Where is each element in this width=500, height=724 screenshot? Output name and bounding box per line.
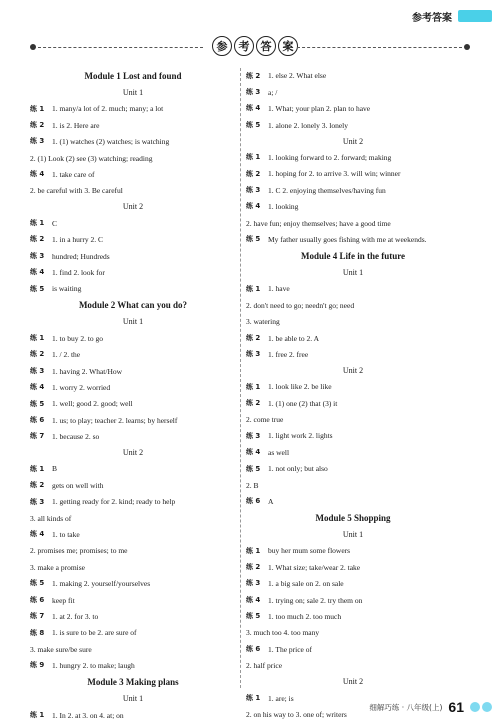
answer-text: 1. because 2. so xyxy=(52,432,100,442)
answer-row xyxy=(30,625,236,641)
answer-row xyxy=(246,625,460,641)
exercise-label: 练 4 xyxy=(30,383,45,392)
unit-heading: Unit 1 xyxy=(342,529,364,539)
banner-line-left xyxy=(38,47,203,48)
answer-text: 1. What; your plan 2. plan to have xyxy=(268,104,371,114)
exercise-label: 练 1 xyxy=(30,464,45,473)
exercise-label: 练 2 xyxy=(246,563,261,572)
answer-row xyxy=(30,510,236,526)
right-column xyxy=(246,68,460,723)
answer-row xyxy=(30,134,236,150)
answer-row xyxy=(30,379,236,395)
exercise-label: 练 2 xyxy=(30,121,45,130)
exercise-label: 练 2 xyxy=(246,333,261,342)
answer-text: buy her mum some flowers xyxy=(268,546,351,556)
answer-row xyxy=(30,641,236,657)
column-divider xyxy=(240,68,241,688)
answer-row xyxy=(246,559,460,575)
exercise-label: 练 7 xyxy=(30,432,45,441)
exercise-label: 练 1 xyxy=(30,333,45,342)
answer-text: 1. The price of xyxy=(268,644,313,654)
header-title: 参考答案 xyxy=(412,12,452,24)
unit-heading: Unit 2 xyxy=(342,677,364,687)
answer-text: 1. be able to 2. A xyxy=(268,333,320,343)
exercise-label: 练 5 xyxy=(246,612,261,621)
answer-text: 2. be careful with 3. Be careful xyxy=(30,186,123,196)
answer-row xyxy=(30,265,236,281)
answer-row xyxy=(246,379,460,395)
answer-row xyxy=(246,232,460,248)
answer-row xyxy=(30,396,236,412)
exercise-label: 练 3 xyxy=(246,88,261,97)
answer-text: 1. making 2. yourself/yourselves xyxy=(52,579,151,589)
exercise-label: 练 4 xyxy=(30,170,45,179)
unit-heading: Unit 2 xyxy=(122,202,144,212)
answer-text: 3. much too 4. too many xyxy=(246,628,320,638)
exercise-label: 练 2 xyxy=(30,235,45,244)
answer-row xyxy=(30,658,236,674)
answer-text: 2. come true xyxy=(246,415,284,425)
answer-text: 1. trying on; sale 2. try them on xyxy=(268,595,363,605)
answer-text: 1. have xyxy=(268,284,290,294)
answer-row xyxy=(30,183,236,199)
answer-text: 1. to take xyxy=(52,530,80,540)
exercise-label: 练 1 xyxy=(246,382,261,391)
exercise-label: 练 1 xyxy=(246,284,261,293)
answer-row xyxy=(30,543,236,559)
answer-row xyxy=(246,609,460,625)
answer-row xyxy=(246,428,460,444)
answer-text: 1. too much 2. too much xyxy=(268,611,342,621)
exercise-label: 练 5 xyxy=(30,399,45,408)
answer-text: 1. else 2. What else xyxy=(268,71,327,81)
left-column xyxy=(30,68,236,724)
answer-text: 2. on his way to 3. one of; writers xyxy=(246,709,347,719)
module-heading: Module 4 Life in the future xyxy=(300,250,406,261)
answer-text: 1. alone 2. lonely 3. lonely xyxy=(268,120,348,130)
answer-row xyxy=(30,592,236,608)
answer-row xyxy=(30,707,236,723)
answer-row xyxy=(246,215,460,231)
answer-text: 3. make a promise xyxy=(30,562,85,572)
answer-row xyxy=(30,559,236,575)
answer-text: a; / xyxy=(268,87,278,97)
exercise-label: 练 8 xyxy=(30,628,45,637)
exercise-label: 练 3 xyxy=(30,137,45,146)
answer-text: 1. looking forward to 2. forward; making xyxy=(268,153,392,162)
page-footer xyxy=(369,699,492,715)
answer-row xyxy=(30,609,236,625)
exercise-label: 练 3 xyxy=(246,186,261,195)
unit-heading: Unit 2 xyxy=(342,365,364,375)
answer-text: 2. have fun; enjoy themselves; have a good time xyxy=(246,218,391,228)
answer-text: 1. C 2. enjoying themselves/having fun xyxy=(268,185,386,195)
exercise-label: 练 3 xyxy=(246,579,261,588)
answer-row xyxy=(246,182,460,198)
exercise-label: 练 5 xyxy=(30,284,45,293)
banner-char: 案 xyxy=(278,36,298,56)
module-heading: Module 1 Lost and found xyxy=(84,71,182,81)
exercise-label: 练 4 xyxy=(30,268,45,277)
answer-text: 1. is sure to be 2. are sure of xyxy=(52,628,137,638)
exercise-label: 练 3 xyxy=(246,350,261,359)
answer-row xyxy=(246,101,460,117)
module-heading: Module 5 Shopping xyxy=(315,512,391,523)
answer-row xyxy=(30,248,236,264)
answer-text: 1. are; is xyxy=(268,693,294,703)
banner-dot-right xyxy=(464,44,470,50)
answer-row xyxy=(246,412,460,428)
answer-row xyxy=(30,101,236,117)
answer-row xyxy=(30,363,236,379)
answer-text: 2. B xyxy=(246,480,259,490)
exercise-label: 练 9 xyxy=(30,661,45,670)
footer-decoration xyxy=(470,702,492,712)
answer-text: as well xyxy=(268,447,290,457)
answer-text: 1. free 2. free xyxy=(268,349,309,359)
answer-row xyxy=(246,314,460,330)
answer-row xyxy=(246,477,460,493)
banner-dot-left xyxy=(30,44,36,50)
answer-text: hundred; Hundreds xyxy=(52,251,110,261)
exercise-label: 练 2 xyxy=(30,481,45,490)
answer-row xyxy=(246,658,460,674)
answer-text: B xyxy=(52,464,58,474)
answer-text: 1. not only; but also xyxy=(268,464,328,474)
exercise-label: 练 1 xyxy=(30,710,45,719)
exercise-label: 练 6 xyxy=(246,497,261,506)
exercise-label: 练 2 xyxy=(30,350,45,359)
answer-row xyxy=(30,527,236,543)
exercise-label: 练 4 xyxy=(246,202,261,211)
answer-row xyxy=(246,150,460,166)
answer-row xyxy=(246,166,460,182)
answer-text: 3. all kinds of xyxy=(30,513,72,523)
answer-text: 2. promises me; promises; to me xyxy=(30,546,128,556)
answer-text: 1. looking xyxy=(268,202,299,212)
answer-row xyxy=(246,461,460,477)
answer-row xyxy=(246,543,460,559)
footer-brand: 细解巧练 · 八年级(上) xyxy=(369,702,443,712)
answer-text: 1. find 2. look for xyxy=(52,267,105,277)
exercise-label: 练 2 xyxy=(246,398,261,407)
footer-dot xyxy=(470,702,480,712)
banner-title xyxy=(212,36,298,56)
answer-row xyxy=(30,150,236,166)
exercise-label: 练 5 xyxy=(246,120,261,129)
answer-text: 1. to buy 2. to go xyxy=(52,333,104,343)
banner-line-right xyxy=(297,47,462,48)
answer-text: 1. well; good 2. good; well xyxy=(52,399,133,409)
exercise-label: 练 1 xyxy=(30,104,45,113)
answer-row xyxy=(246,641,460,657)
answer-text: 1. in a hurry 2. C xyxy=(52,235,104,245)
exercise-label: 练 6 xyxy=(30,595,45,604)
answer-row xyxy=(246,84,460,100)
exercise-label: 练 1 xyxy=(246,693,261,702)
banner-char: 参 xyxy=(212,36,232,56)
answer-row xyxy=(246,117,460,133)
answer-row xyxy=(30,477,236,493)
exercise-label: 练 5 xyxy=(246,464,261,473)
answer-text: 1. getting ready for 2. kind; ready to help xyxy=(52,497,176,507)
answer-row xyxy=(30,167,236,183)
exercise-label: 练 4 xyxy=(246,104,261,113)
answer-text: 1. (1) one (2) that (3) it xyxy=(268,398,338,408)
exercise-label: 练 5 xyxy=(30,579,45,588)
answer-text: keep fit xyxy=(52,595,75,605)
answer-row xyxy=(246,395,460,411)
exercise-label: 练 5 xyxy=(246,235,261,244)
answer-text: 1. light work 2. lights xyxy=(268,431,333,441)
unit-heading: Unit 1 xyxy=(122,317,144,327)
answer-row xyxy=(246,68,460,84)
answer-text: My father usually goes fishing with me at weekends. xyxy=(268,234,427,244)
exercise-label: 练 4 xyxy=(30,530,45,539)
exercise-label: 练 2 xyxy=(246,169,261,178)
answer-text: C xyxy=(52,218,58,228)
answer-row xyxy=(30,429,236,445)
answer-row xyxy=(30,232,236,248)
answer-text: 1. (1) watches (2) watches; is watching xyxy=(52,137,170,147)
answer-text: 1. at 2. for 3. to xyxy=(52,611,99,621)
answer-row xyxy=(246,592,460,608)
answer-key-banner xyxy=(30,36,470,58)
exercise-label: 练 3 xyxy=(246,431,261,440)
banner-char: 考 xyxy=(234,36,254,56)
unit-heading: Unit 1 xyxy=(342,267,364,277)
answer-row xyxy=(30,461,236,477)
answer-text: 2. half price xyxy=(246,661,283,671)
answer-text: 1. many/a lot of 2. much; many; a lot xyxy=(52,104,164,114)
answer-row xyxy=(30,330,236,346)
answer-row xyxy=(246,281,460,297)
banner-char: 答 xyxy=(256,36,276,56)
exercise-label: 练 3 xyxy=(30,366,45,375)
exercise-label: 练 4 xyxy=(246,595,261,604)
exercise-label: 练 1 xyxy=(246,153,261,162)
answer-row xyxy=(246,494,460,510)
answer-row xyxy=(246,199,460,215)
answer-text: 1. a big sale on 2. on sale xyxy=(268,579,344,589)
exercise-label: 练 2 xyxy=(246,71,261,80)
page-header xyxy=(412,6,492,26)
exercise-label: 练 3 xyxy=(30,497,45,506)
answer-row xyxy=(30,494,236,510)
answer-text: 2. don't need to go; needn't go; need xyxy=(246,300,355,310)
answer-text: 1. having 2. What/How xyxy=(52,366,123,376)
answer-row xyxy=(246,330,460,346)
answer-row xyxy=(30,347,236,363)
answer-text: gets on well with xyxy=(52,480,104,490)
exercise-label: 练 6 xyxy=(246,645,261,654)
unit-heading: Unit 1 xyxy=(122,88,144,97)
exercise-label: 练 3 xyxy=(30,251,45,260)
unit-heading: Unit 2 xyxy=(122,448,144,458)
answer-text: 1. us; to play; teacher 2. learns; by herself xyxy=(52,415,178,425)
answer-text: 1. worry 2. worried xyxy=(52,382,111,392)
unit-heading: Unit 1 xyxy=(122,694,144,704)
answer-text: 1. take care of xyxy=(52,170,95,179)
unit-heading: Unit 2 xyxy=(342,136,364,146)
answer-row xyxy=(246,346,460,362)
answer-row xyxy=(30,281,236,297)
answer-row xyxy=(246,576,460,592)
page-number: 61 xyxy=(448,699,464,715)
answer-text: 1. In 2. at 3. on 4. at; on xyxy=(52,710,124,720)
answer-text: 1. What size; take/wear 2. take xyxy=(268,562,361,572)
answer-row xyxy=(30,412,236,428)
answer-text: 1. is 2. Here are xyxy=(52,120,100,130)
answer-text: 3. watering xyxy=(246,317,280,327)
answer-text: 1. hoping for 2. to arrive 3. will win; winner xyxy=(268,169,401,179)
footer-dot xyxy=(482,702,492,712)
answer-text: 2. (1) Look (2) see (3) watching; reading xyxy=(30,153,153,163)
answer-row xyxy=(246,444,460,460)
answer-text: 1. / 2. the xyxy=(52,350,81,360)
header-accent-bar xyxy=(458,10,492,22)
exercise-label: 练 6 xyxy=(30,415,45,424)
answer-text: is waiting xyxy=(52,284,82,294)
exercise-label: 练 4 xyxy=(246,448,261,457)
answer-row xyxy=(30,215,236,231)
exercise-label: 练 1 xyxy=(30,219,45,228)
answer-text: 1. hungry 2. to make; laugh xyxy=(52,661,135,671)
exercise-label: 练 7 xyxy=(30,612,45,621)
exercise-label: 练 1 xyxy=(246,546,261,555)
answer-row xyxy=(246,297,460,313)
answer-row xyxy=(30,576,236,592)
module-heading: Module 3 Making plans xyxy=(87,677,179,688)
answer-text: 3. make sure/be sure xyxy=(30,644,92,654)
answer-text: 1. look like 2. be like xyxy=(268,382,332,392)
answer-text: A xyxy=(268,497,274,507)
module-heading: Module 2 What can you do? xyxy=(78,300,188,311)
answer-row xyxy=(30,117,236,133)
